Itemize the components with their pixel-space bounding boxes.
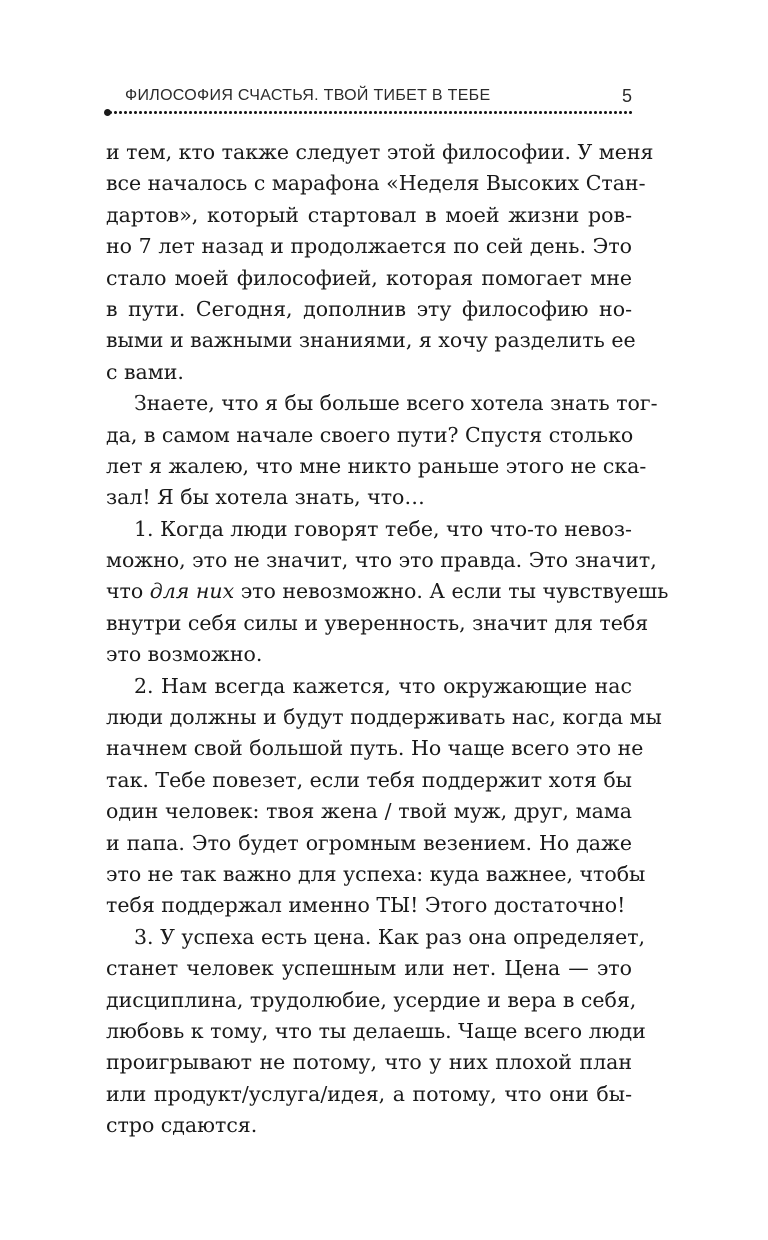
- italic-emphasis: для них: [149, 579, 235, 604]
- text-line: дартов», который стартовал в моей жизни ров-: [106, 202, 632, 227]
- text-line: все началось с марафона «Неделя Высоких Стан-: [106, 171, 646, 196]
- body-text: [106, 137, 669, 1142]
- text-line: с вами.: [106, 359, 184, 384]
- text-line: в пути. Сегодня, дополнив эту философию но-: [106, 296, 632, 321]
- text-line: 2. Нам всегда кажется, что окружающие нас: [134, 673, 632, 698]
- paragraph-2: [106, 388, 658, 514]
- text-line-with-italic: [106, 576, 669, 607]
- text-line: Знаете, что я бы больше всего хотела знать тог-: [134, 391, 658, 416]
- text-line: тебя поддержал именно ТЫ! Этого достаточно!: [106, 893, 626, 918]
- text-line: один человек: твоя жена / твой муж, друг, мама: [106, 799, 632, 824]
- list-item-1: [106, 514, 669, 671]
- text-line: люди должны и будут поддерживать нас, когда мы: [106, 705, 662, 730]
- book-title: ФИЛОСОФИЯ СЧАСТЬЯ. ТВОЙ ТИБЕТ В ТЕБЕ: [125, 87, 491, 104]
- text-line: выми и важными знаниями, я хочу разделить ее: [106, 328, 636, 353]
- text-line: дисциплина, трудолюбие, усердие и вера в себя,: [106, 987, 637, 1012]
- list-item-3: [106, 922, 646, 1142]
- text-line: стро сдаются.: [106, 1113, 258, 1138]
- text-line: это не так важно для успеха: куда важнее, чтобы: [106, 861, 646, 886]
- text-line: и тем, кто также следует этой философии. У меня: [106, 140, 654, 164]
- text-line: можно, это не значит, что это правда. Это значит,: [106, 548, 657, 573]
- text-line: и папа. Это будет огромным везением. Но даже: [106, 830, 632, 855]
- text-line: но 7 лет назад и продолжается по сей день. Это: [106, 234, 632, 259]
- text-line: любовь к тому, что ты делаешь. Чаще всего люди: [106, 1018, 646, 1043]
- header-dotted-rule: [108, 111, 632, 114]
- text-line: проигрывают не потому, что у них плохой план: [106, 1050, 632, 1075]
- text-fragment: что: [106, 579, 150, 604]
- running-header: [108, 86, 632, 110]
- text-line: стало моей философией, которая помогает мне: [106, 265, 632, 290]
- text-fragment: это невозможно. А если ты чувствуешь: [234, 579, 669, 604]
- text-line: зал! Я бы хотела знать, что…: [106, 485, 425, 510]
- text-line: внутри себя силы и уверенность, значит для тебя: [106, 610, 649, 635]
- text-line: станет человек успешным или нет. Цена — это: [106, 956, 632, 981]
- text-line: начнем свой большой путь. Но чаще всего это не: [106, 736, 644, 761]
- text-line: 1. Когда люди говорят тебе, что что-то невоз-: [134, 516, 632, 541]
- text-line: так. Тебе повезет, если тебя поддержит хотя бы: [106, 767, 632, 792]
- list-item-2: [106, 671, 662, 922]
- text-line: это возможно.: [106, 642, 263, 667]
- text-line: да, в самом начале своего пути? Спустя столько: [106, 422, 634, 447]
- text-line: 3. У успеха есть цена. Как раз она определяет,: [134, 924, 646, 949]
- text-line: или продукт/услуга/идея, а потому, что они бы-: [106, 1081, 632, 1106]
- page-number: 5: [621, 86, 632, 106]
- paragraph-1: [106, 137, 654, 388]
- text-line: лет я жалею, что мне никто раньше этого не ска-: [106, 453, 647, 478]
